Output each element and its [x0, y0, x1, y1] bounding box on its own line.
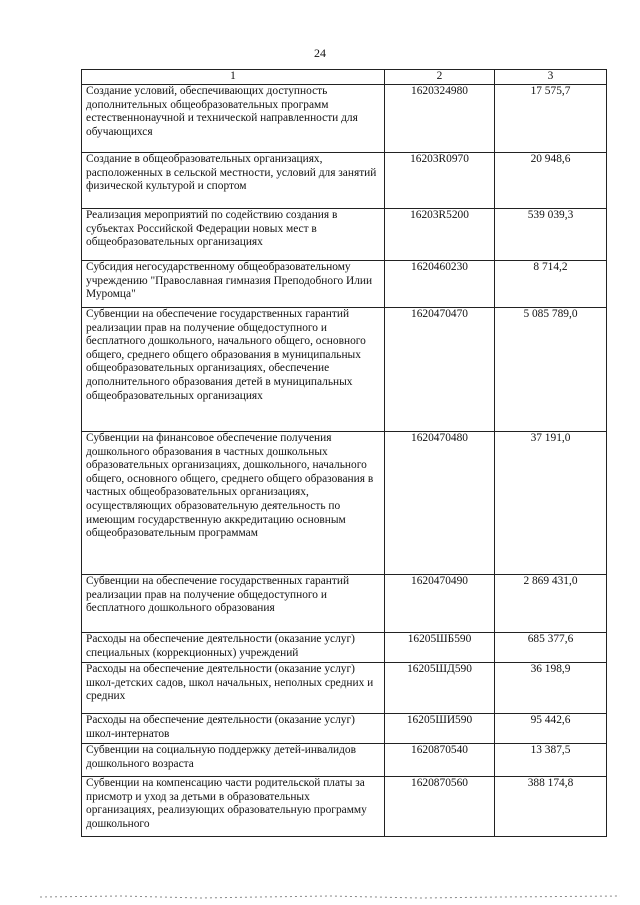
row-amount: 2 869 431,0	[495, 575, 607, 633]
row-amount: 539 039,3	[495, 209, 607, 261]
row-name: Субвенции на финансовое обеспечение получения дошкольного образования в частных дошкольных образовательных организациях, дошкольного, начального общего, основного общего, среднего общего образования в частных общеобразовательных организациях, осуществляющих образовательную деятельность по имеющим государственную аккредитацию основным общеобразовательным программам	[82, 432, 385, 575]
column-header-2: 2	[385, 70, 495, 85]
row-code: 1620470480	[385, 432, 495, 575]
row-code: 1620324980	[385, 85, 495, 153]
row-amount: 5 085 789,0	[495, 308, 607, 432]
table-header	[82, 70, 607, 85]
table-row	[82, 575, 607, 633]
row-amount: 37 191,0	[495, 432, 607, 575]
row-amount: 685 377,6	[495, 633, 607, 663]
row-amount: 8 714,2	[495, 261, 607, 308]
row-name: Субсидия негосударственному общеобразовательному учреждению "Православная гимназия Преподобного Илии Муромца"	[82, 261, 385, 308]
row-name: Субвенции на компенсацию части родительской платы за присмотр и уход за детьми в образовательных организациях, реализующих образовательную программу дошкольного	[82, 777, 385, 837]
row-code: 1620470490	[385, 575, 495, 633]
table-row	[82, 633, 607, 663]
table-row	[82, 153, 607, 209]
row-amount: 36 198,9	[495, 663, 607, 714]
row-code: 16203R5200	[385, 209, 495, 261]
budget-table	[81, 69, 607, 837]
row-name: Субвенции на обеспечение государственных гарантий реализации прав на получение общедоступного и бесплатного дошкольного, начального общего, основного общего, среднего общего образования в муниципальных общеобразовательных организациях, обеспечение дополнительного образования детей в муниципальных общеобразовательных организациях	[82, 308, 385, 432]
column-header-3: 3	[495, 70, 607, 85]
table-body	[82, 85, 607, 837]
row-amount: 95 442,6	[495, 714, 607, 744]
row-name: Создание условий, обеспечивающих доступность дополнительных общеобразовательных программ естественнонаучной и технической направленности для обучающихся	[82, 85, 385, 153]
row-name: Субвенции на социальную поддержку детей-инвалидов дошкольного возраста	[82, 744, 385, 777]
row-name: Реализация мероприятий по содействию создания в субъектах Российской Федерации новых мест в общеобразовательных организациях	[82, 209, 385, 261]
table-row	[82, 744, 607, 777]
row-amount: 17 575,7	[495, 85, 607, 153]
row-code: 1620460230	[385, 261, 495, 308]
row-code: 16205ШД590	[385, 663, 495, 714]
header-row	[82, 70, 607, 85]
table-row	[82, 777, 607, 837]
table-row	[82, 308, 607, 432]
row-name: Расходы на обеспечение деятельности (оказание услуг) школ-интернатов	[82, 714, 385, 744]
row-code: 1620470470	[385, 308, 495, 432]
scan-edge-line	[0, 894, 640, 900]
row-amount: 20 948,6	[495, 153, 607, 209]
row-code: 16203R0970	[385, 153, 495, 209]
table-row	[82, 663, 607, 714]
row-code: 1620870540	[385, 744, 495, 777]
page-number: 24	[314, 46, 326, 60]
column-header-1: 1	[82, 70, 385, 85]
table-row	[82, 714, 607, 744]
row-name: Расходы на обеспечение деятельности (оказание услуг) специальных (коррекционных) учреждений	[82, 633, 385, 663]
table-row	[82, 85, 607, 153]
row-amount: 13 387,5	[495, 744, 607, 777]
row-code: 1620870560	[385, 777, 495, 837]
row-name: Расходы на обеспечение деятельности (оказание услуг) школ-детских садов, школ начальных, неполных средних и средних	[82, 663, 385, 714]
row-name: Субвенции на обеспечение государственных гарантий реализации прав на получение общедоступного и бесплатного дошкольного образования	[82, 575, 385, 633]
table-row	[82, 261, 607, 308]
row-name: Создание в общеобразовательных организациях, расположенных в сельской местности, условий для занятий физической культурой и спортом	[82, 153, 385, 209]
table-row	[82, 432, 607, 575]
row-code: 16205ШИ590	[385, 714, 495, 744]
row-code: 16205ШБ590	[385, 633, 495, 663]
row-amount: 388 174,8	[495, 777, 607, 837]
table-row	[82, 209, 607, 261]
